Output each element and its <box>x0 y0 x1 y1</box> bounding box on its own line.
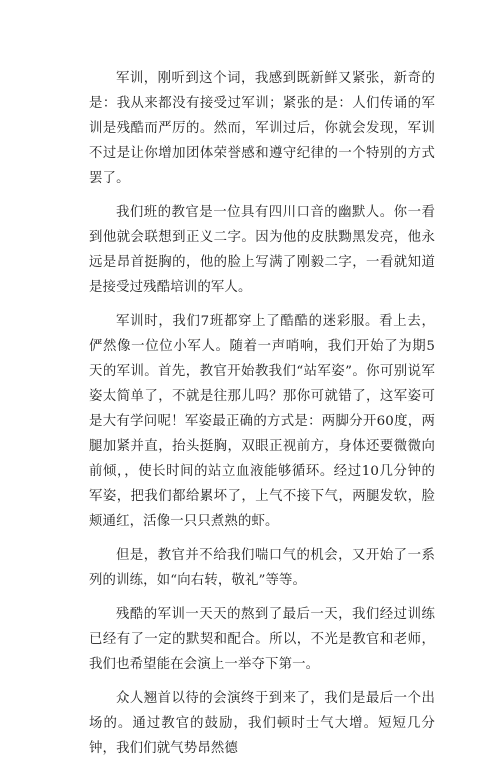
paragraph-6: 众人翘首以待的会演终于到来了，我们是最后一个出场的。通过教官的鼓励，我们顿时士气大增。短短几分钟，我们们就气势昂然德 <box>89 691 435 756</box>
paragraph-5: 残酷的军训一天天的熬到了最后一天，我们经过训练已经有了一定的默契和配合。所以，不光是教官和老师，我们也希望能在会演上一举夺下第一。 <box>89 607 435 672</box>
paragraph-3: 军训时，我们7班都穿上了酷酷的迷彩服。看上去，俨然像一位位小军人。随着一声哨响，我们开始了为期5天的军训。首先，教官开始教我们“站军姿”。你可别说军姿太简单了，不就是往那儿吗？那你可就错了，这军姿可是大有学问呢！军姿最正确的方式是：两脚分开60度，两腿加紧并直，抬头挺胸，双眼正视前方，身体还要微微向前倾，，使长时间的站立血液能够循环。经过10几分钟的军姿，把我们都给累坏了，上气不接下气，两腿发软，脸颊通红，活像一只只煮熟的虾。 <box>89 314 435 529</box>
paragraph-2: 我们班的教官是一位具有四川口音的幽默人。你一看到他就会联想到正义二字。因为他的皮肤黝黑发亮，他永远是昂首挺胸的，他的脸上写满了刚毅二字，一看就知道是接受过残酷培训的军人。 <box>89 205 435 295</box>
paragraph-4: 但是，教官并不给我们喘口气的机会，又开始了一系列的训练，如“向右转，敬礼”等等。 <box>89 548 435 588</box>
document-body <box>89 66 435 770</box>
paragraph-1: 军训，刚听到这个词，我感到既新鲜又紧张，新奇的是：我从来都没有接受过军训；紧张的是：人们传诵的军训是残酷而严厉的。然而，军训过后，你就会发现，军训不过是让你增加团体荣誉感和遵守纪律的一个特别的方式罢了。 <box>89 71 435 186</box>
